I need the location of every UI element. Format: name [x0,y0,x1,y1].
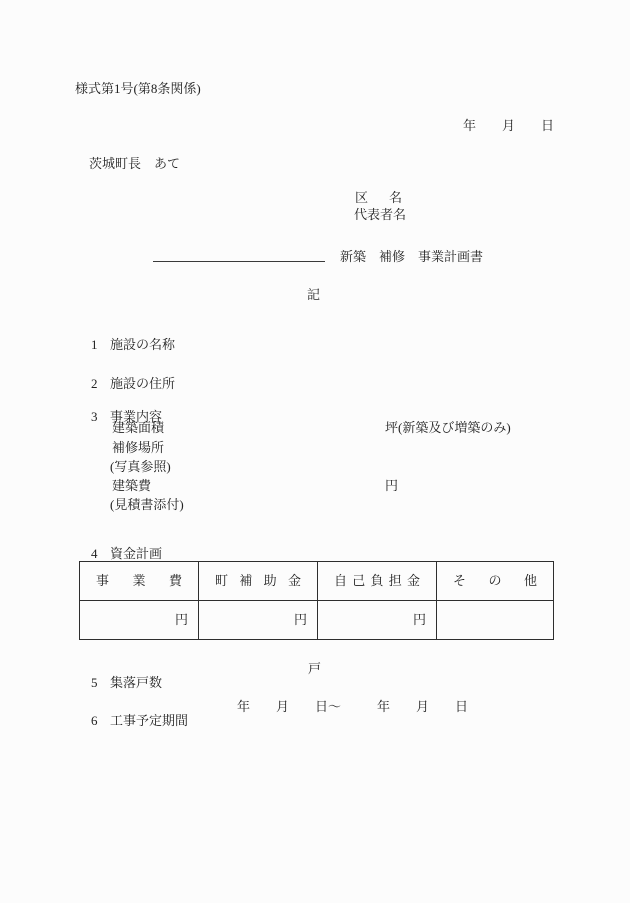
item-1-label: 施設の名称 [110,337,176,352]
item-3-label: 事業内容 [110,409,163,424]
funding-plan-table [79,561,554,640]
item-6-construction-period [78,700,188,742]
title-blank-underline [153,261,325,262]
item-1-facility-name [78,324,175,366]
funding-value-town-subsidy: 円 [198,600,317,639]
note-marker: 記 [307,287,321,302]
repair-place-label: 補修場所 [112,440,165,455]
date-line: 年 月 日 [463,118,555,133]
construction-cost-unit: 円 [385,478,399,493]
addressee-line: 茨城町長 あて [89,156,181,171]
construction-cost-label: 建築費 [112,478,152,493]
district-name-label: 区 名 [355,190,402,205]
item-5-label: 集落戸数 [110,675,163,690]
funding-value-project-cost: 円 [80,600,198,639]
item-4-label: 資金計画 [110,546,163,561]
estimate-attachment-note: (見積書添付) [110,497,184,512]
photo-reference-note: (写真参照) [110,459,171,474]
building-area-unit: 坪(新築及び増築のみ) [385,420,511,435]
document-title: 新築 補修 事業計画書 [340,249,484,264]
form-number: 様式第1号(第8条関係) [75,81,201,96]
funding-header-town-subsidy: 町 補 助 金 [198,562,317,600]
item-2-label: 施設の住所 [110,376,176,391]
item-6-number: 6 [91,713,98,728]
representative-name-label: 代表者名 [354,207,407,222]
item-5-household-count [78,662,162,704]
funding-header-self-burden: 自 己 負 担 金 [317,562,436,600]
period-end-date: 年 月 日 [377,699,469,714]
item-3-number: 3 [91,409,98,424]
funding-value-other [436,600,553,639]
item-1-number: 1 [91,337,98,352]
households-unit: 戸 [308,661,322,676]
item-5-number: 5 [91,675,98,690]
funding-value-self-burden: 円 [317,600,436,639]
funding-header-project-cost: 事 業 費 [96,573,182,588]
building-area-label: 建築面積 [112,420,165,435]
period-start-date: 年 月 日～ [237,699,342,714]
funding-header-other: そ の 他 [436,562,553,600]
item-4-number: 4 [91,546,98,561]
item-2-number: 2 [91,376,98,391]
item-6-label: 工事予定期間 [110,713,189,728]
